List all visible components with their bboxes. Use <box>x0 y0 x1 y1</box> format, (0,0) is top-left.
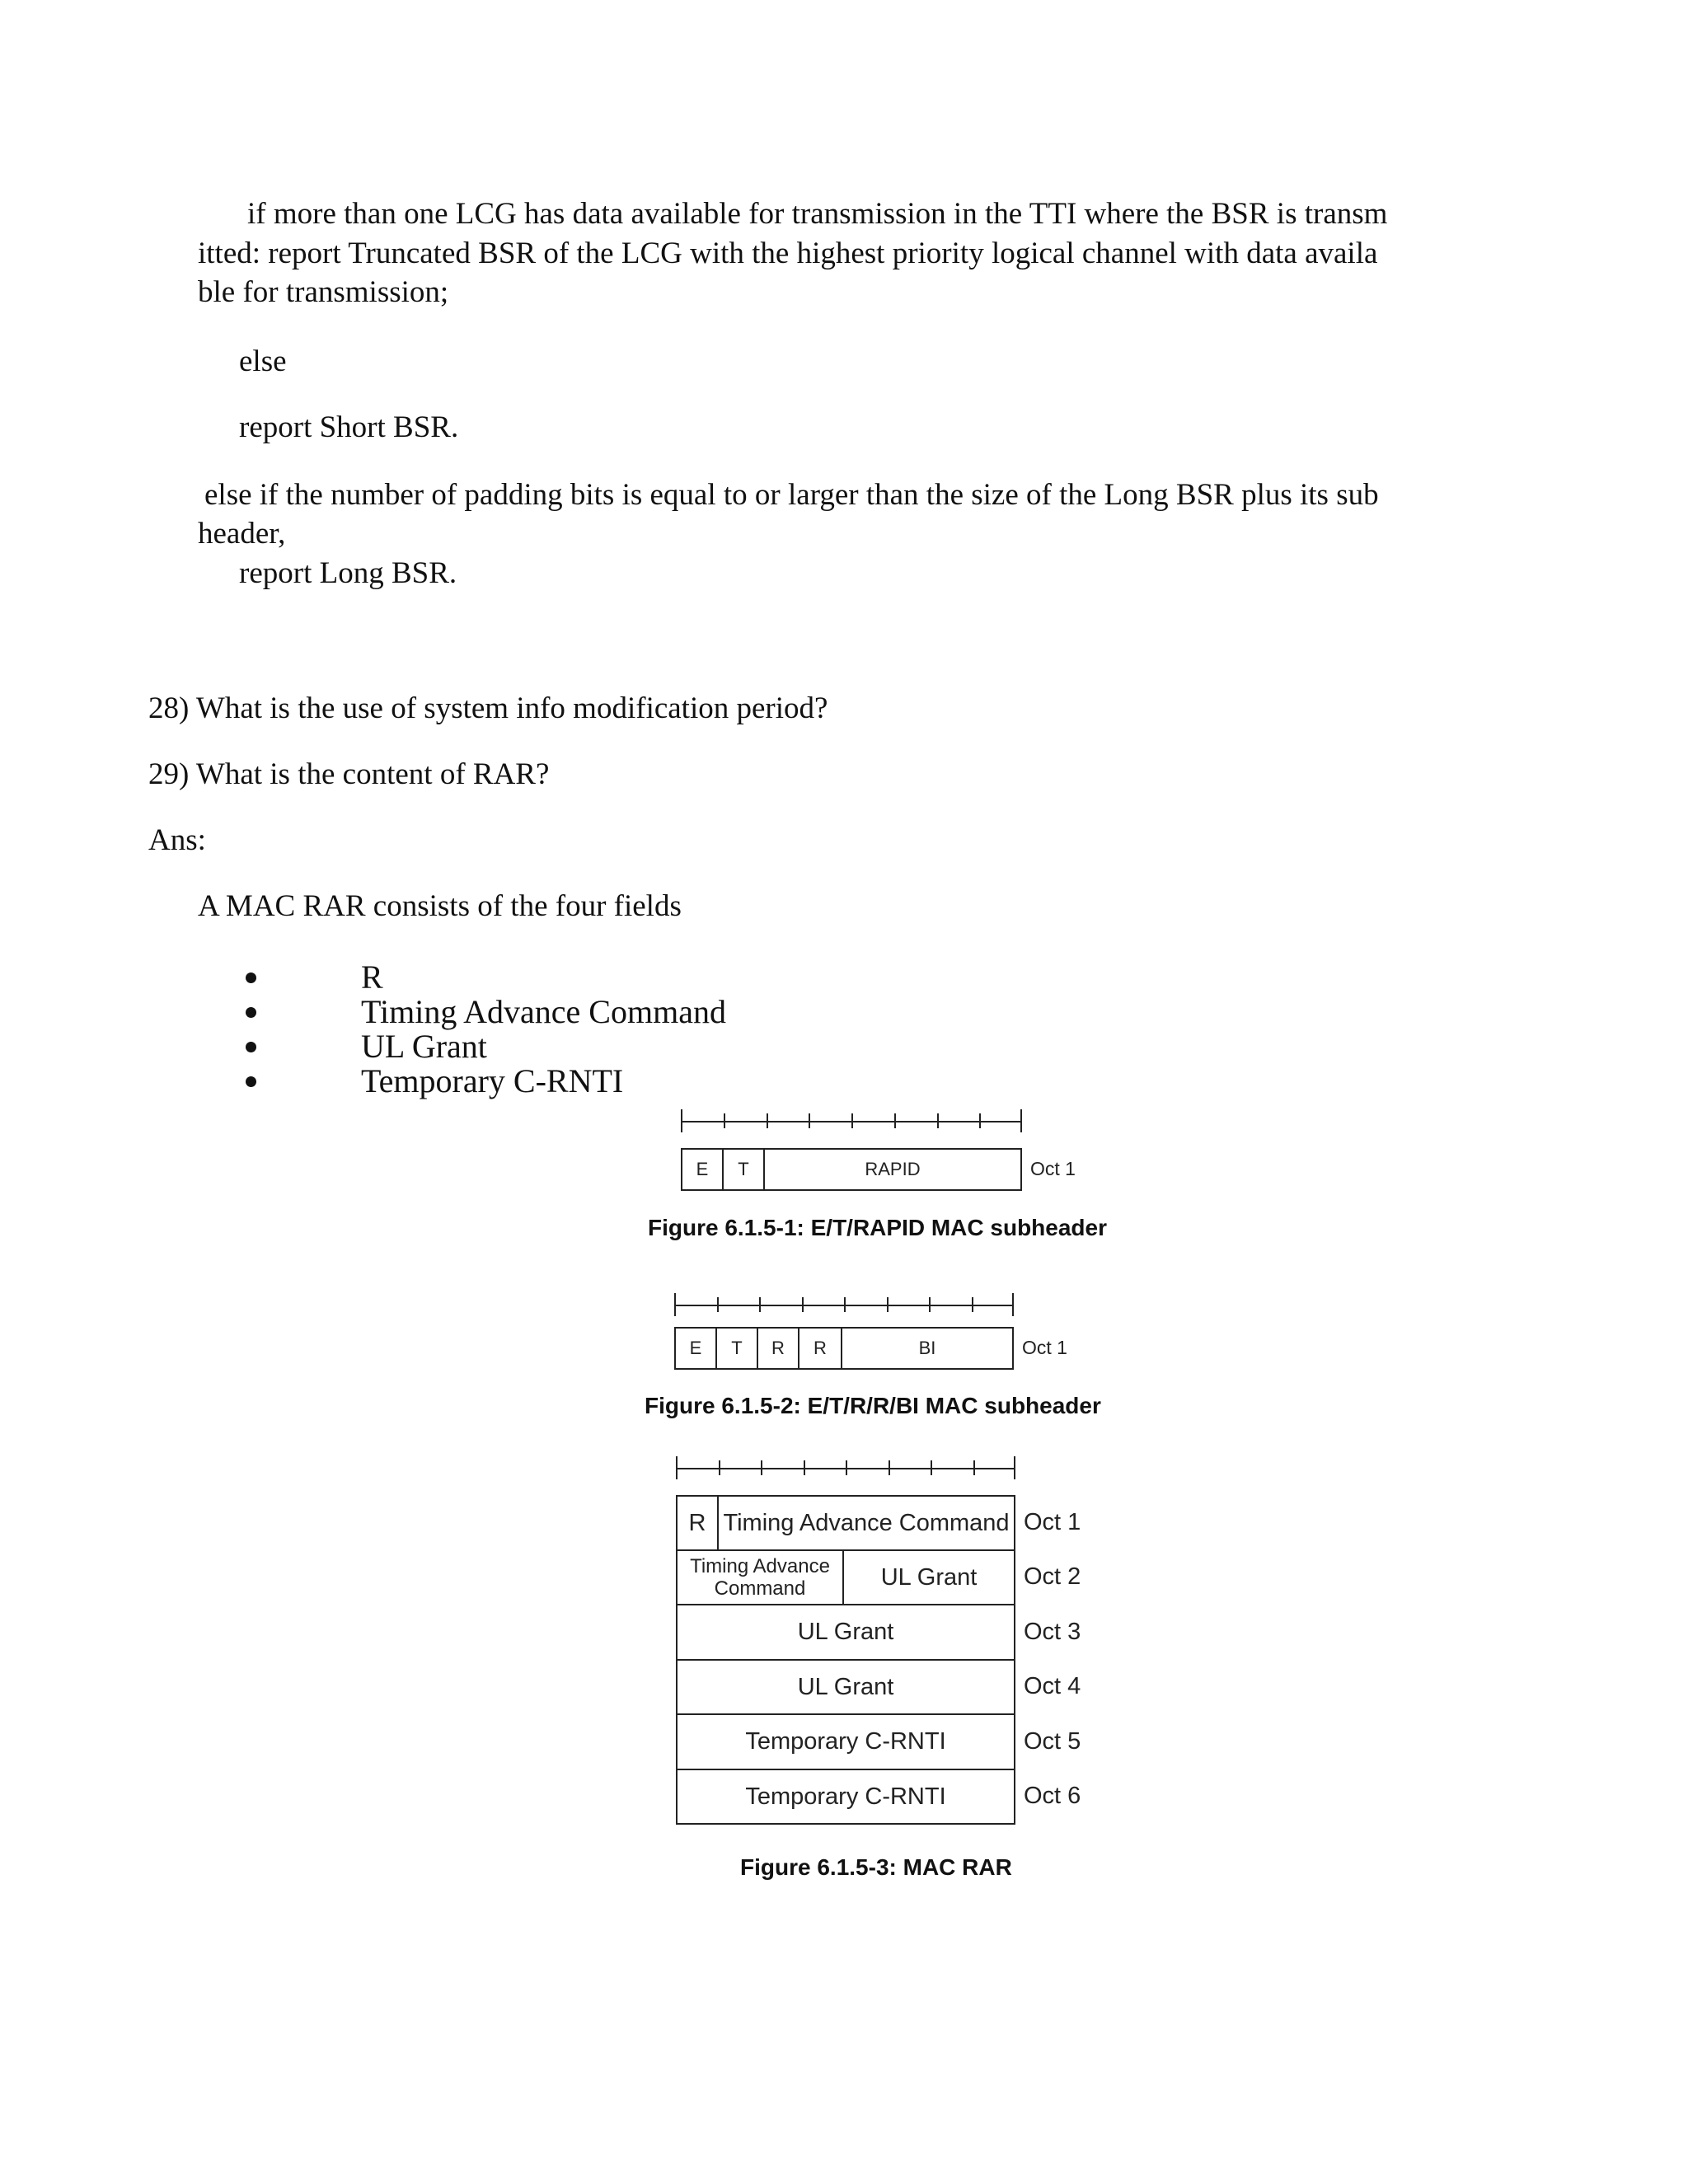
figure-caption: Figure 6.1.5-3: MAC RAR <box>740 1854 1012 1880</box>
bit-tick <box>761 1460 762 1475</box>
figure-caption: Figure 6.1.5-2: E/T/R/R/BI MAC subheader <box>645 1393 1101 1418</box>
octet-label: Oct 2 <box>1024 1563 1081 1590</box>
paragraph-line: header, <box>198 517 286 551</box>
bit-tick <box>1012 1293 1014 1316</box>
field-temporary-c-rnti: Temporary C-RNTI <box>676 1769 1015 1825</box>
field-e: E <box>674 1327 717 1370</box>
bit-tick <box>931 1460 932 1475</box>
bit-tick <box>759 1297 761 1312</box>
octet-label: Oct 1 <box>1024 1509 1081 1535</box>
bit-tick <box>929 1297 931 1312</box>
field-bi: BI <box>841 1327 1014 1370</box>
bit-tick <box>1014 1456 1015 1479</box>
bit-tick <box>674 1293 676 1316</box>
bit-tick <box>767 1113 768 1128</box>
field-r: R <box>676 1495 719 1551</box>
bullet-icon <box>246 1076 256 1087</box>
bullet-icon <box>246 1042 256 1052</box>
list-item: UL Grant <box>361 1028 487 1065</box>
field-r: R <box>798 1327 842 1370</box>
paragraph-line: else if the number of padding bits is equal to or larger than the size of the Long BSR plus its sub <box>204 478 1379 512</box>
field-e: E <box>681 1148 724 1191</box>
octet-label: Oct 4 <box>1024 1673 1081 1699</box>
field-temporary-c-rnti: Temporary C-RNTI <box>676 1713 1015 1770</box>
bullet-icon <box>246 972 256 983</box>
field-t: T <box>715 1327 758 1370</box>
bit-tick <box>681 1109 682 1132</box>
bit-tick <box>676 1456 678 1479</box>
field-timing-advance: Timing Advance Command <box>676 1549 844 1605</box>
bit-tick <box>973 1460 975 1475</box>
paragraph-line: itted: report Truncated BSR of the LCG with the highest priority logical channel with data availa <box>198 237 1378 270</box>
octet-label: Oct 3 <box>1024 1619 1081 1645</box>
list-item: Temporary C-RNTI <box>361 1062 624 1099</box>
long-bsr-line: report Long BSR. <box>239 556 457 590</box>
field-ul-grant: UL Grant <box>676 1659 1015 1715</box>
bit-tick <box>844 1297 846 1312</box>
question-28: 28) What is the use of system info modification period? <box>148 691 828 725</box>
bit-tick <box>887 1297 889 1312</box>
field-timing-advance: Timing Advance Command <box>717 1495 1015 1551</box>
octet-label: Oct 1 <box>1030 1158 1076 1179</box>
answer-label: Ans: <box>148 823 206 857</box>
bit-tick <box>979 1113 981 1128</box>
bit-tick <box>894 1113 896 1128</box>
bit-tick <box>802 1297 804 1312</box>
octet-label: Oct 6 <box>1024 1783 1081 1809</box>
bit-tick <box>937 1113 939 1128</box>
paragraph-line: ble for transmission; <box>198 275 449 309</box>
list-item: R <box>361 958 383 996</box>
bit-tick <box>1020 1109 1022 1132</box>
bit-tick <box>809 1113 810 1128</box>
bit-tick <box>804 1460 805 1475</box>
list-item: Timing Advance Command <box>361 993 726 1030</box>
bullet-icon <box>246 1007 256 1018</box>
bit-tick <box>724 1113 725 1128</box>
field-r: R <box>757 1327 799 1370</box>
bit-tick <box>889 1460 890 1475</box>
field-ul-grant: UL Grant <box>676 1604 1015 1661</box>
else-line: else <box>239 344 287 378</box>
question-29: 29) What is the content of RAR? <box>148 757 550 791</box>
octet-label: Oct 1 <box>1022 1337 1067 1358</box>
paragraph-line: if more than one LCG has data available for transmission in the TTI where the BSR is transm <box>247 197 1388 231</box>
short-bsr-line: report Short BSR. <box>239 410 459 444</box>
bit-tick <box>972 1297 973 1312</box>
bit-tick <box>851 1113 853 1128</box>
figure-caption: Figure 6.1.5-1: E/T/RAPID MAC subheader <box>648 1215 1107 1240</box>
field-t: T <box>722 1148 765 1191</box>
field-ul-grant: UL Grant <box>842 1549 1015 1605</box>
answer-intro: A MAC RAR consists of the four fields <box>198 889 682 923</box>
bit-tick <box>717 1297 719 1312</box>
field-rapid: RAPID <box>763 1148 1022 1191</box>
bit-tick <box>719 1460 720 1475</box>
octet-label: Oct 5 <box>1024 1728 1081 1755</box>
bit-tick <box>846 1460 847 1475</box>
